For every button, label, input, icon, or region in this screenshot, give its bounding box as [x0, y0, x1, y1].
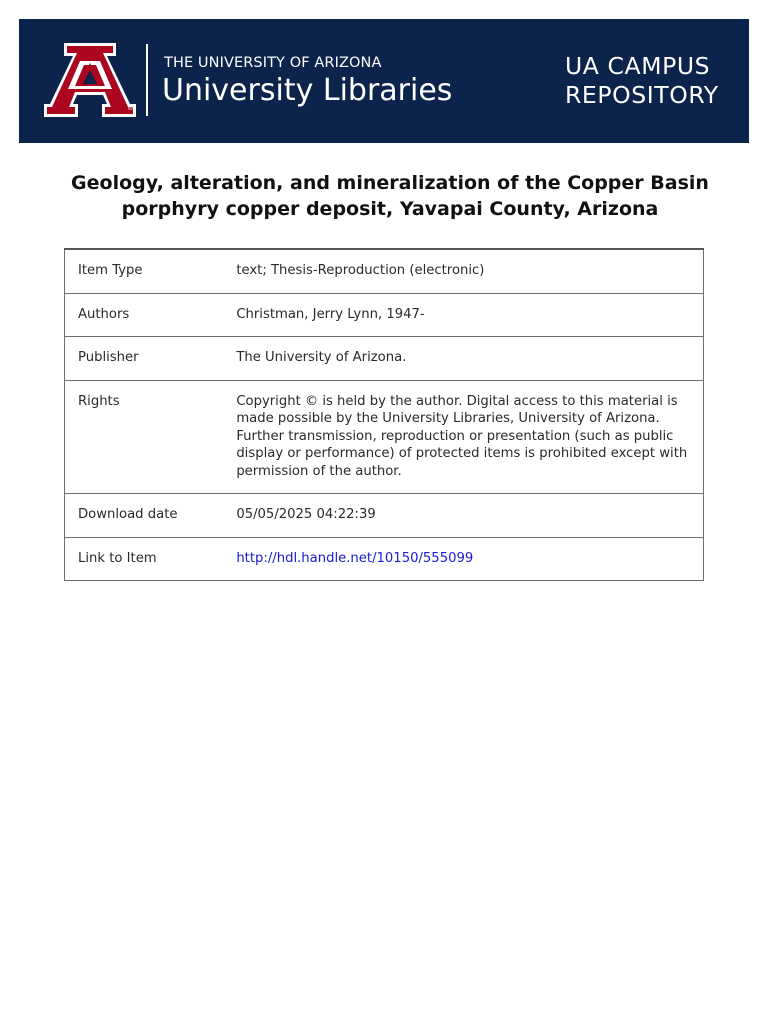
header-divider — [146, 44, 148, 116]
libraries-name: University Libraries — [162, 73, 453, 108]
item-type-label: Item Type — [65, 249, 225, 293]
registered-mark: ® — [127, 104, 134, 112]
table-row — [65, 537, 704, 581]
table-row — [65, 494, 704, 538]
document-title: Geology, alteration, and mineralization of the Copper Basin porphyry copper deposit, Yavapai County, Arizona — [71, 172, 709, 220]
university-name: THE UNIVERSITY OF ARIZONA — [164, 55, 382, 71]
repository-banner — [19, 19, 749, 143]
download-date-value: 05/05/2025 04:22:39 — [224, 494, 703, 538]
campus-label: UA CAMPUS — [565, 52, 711, 80]
table-row — [65, 293, 704, 337]
link-to-item-cell — [224, 537, 703, 581]
download-date-label: Download date — [65, 494, 225, 538]
publisher-label: Publisher — [65, 337, 225, 381]
rights-label: Rights — [65, 380, 225, 494]
table-row — [65, 337, 704, 381]
table-row — [65, 380, 704, 494]
metadata-table — [64, 248, 704, 581]
link-to-item-label: Link to Item — [65, 537, 225, 581]
repository-label: REPOSITORY — [565, 81, 719, 109]
item-handle-link[interactable]: http://hdl.handle.net/10150/555099 — [236, 550, 474, 566]
authors-value: Christman, Jerry Lynn, 1947- — [224, 293, 703, 337]
table-row — [65, 249, 704, 293]
item-type-value: text; Thesis-Reproduction (electronic) — [224, 249, 703, 293]
publisher-value: The University of Arizona. — [224, 337, 703, 381]
authors-label: Authors — [65, 293, 225, 337]
ua-block-a-logo-icon — [44, 43, 136, 117]
rights-value: Copyright © is held by the author. Digital access to this material is made possible by the University Libraries, University of Arizona. Further transmission, reproduction or presentation (such as public display or performance) of protected items is prohibited except with permission of the author. — [224, 380, 703, 494]
